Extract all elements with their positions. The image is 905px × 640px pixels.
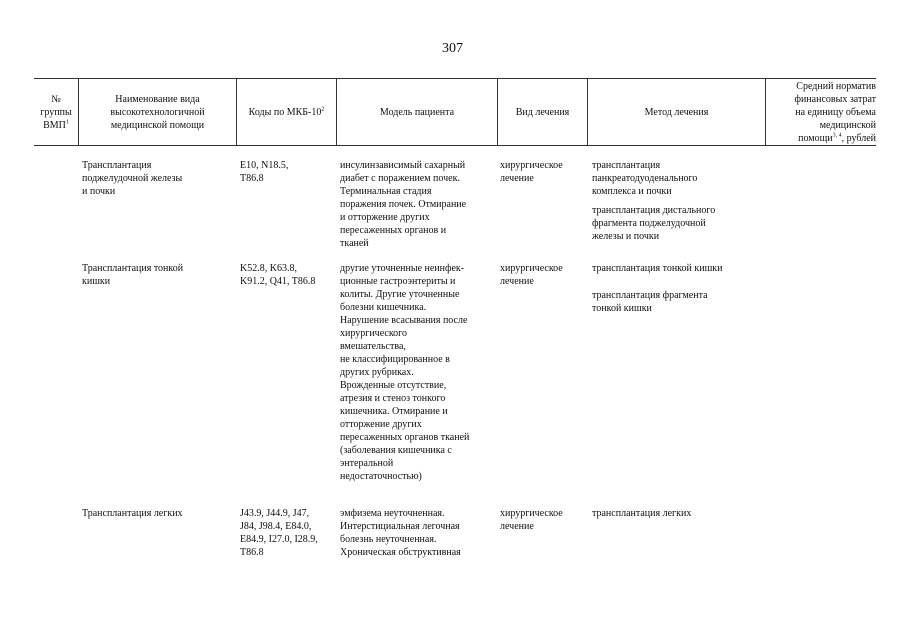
page-number: 307 <box>442 41 463 56</box>
header-treatment-type: Вид лечения <box>515 106 570 118</box>
treatment-method: трансплантация тонкой кишки <box>592 263 723 274</box>
table-header-bottom-border <box>34 145 876 146</box>
row-3-treatment-type: хирургическое лечение <box>500 508 563 532</box>
treatment-method: трансплантация дистального фрагмента поджелудочной железы и почки <box>592 205 716 242</box>
row-3-patient-model: эмфизема неуточненная. Интерстициальная легочная болезнь неуточненная. Хроническая обструктивная <box>340 508 461 558</box>
treatment-method: трансплантация фрагмента тонкой кишки <box>592 290 708 314</box>
row-1-treatment-methods <box>592 159 762 243</box>
header-icd-codes: Коды по МКБ-$10^2$ <box>248 106 325 118</box>
row-1-treatment-type: хирургическое лечение <box>500 160 563 184</box>
header-care-type: Наименование вида высокотехнологичной медицинской помощи <box>110 93 205 131</box>
row-1-patient-model: инсулинзависимый сахарный диабет с поражением почек. Терминальная стадия поражения почек. Отмирание и отторжение других пересаженных органов и тканей <box>340 160 467 249</box>
header-treatment-method: Метод лечения <box>644 106 709 118</box>
row-2-patient-model: другие уточненные неинфек- ционные гастроэнтериты и колиты. Другие уточненные болезни кишечника. Нарушение всасывания после хирургического вмешательства, не классифицированное в других рубриках. Врожденные отсутствие, атрезия и стеноз тонкого кишечника. Отмирание и отторжение других пересаженных органов тканей (заболевания кишечника с энтеральной недостаточностью) <box>340 263 470 482</box>
row-2-icd-codes: K52.8, K63.8, K91.2, Q41, T86.8 <box>240 263 316 287</box>
row-3-treatment-methods <box>592 507 762 520</box>
header-financial-norm: Средний норматив финансовых затрат на единицу объема медицинской помощи$^{3, 4}$, рублей <box>794 80 876 144</box>
row-2-treatment-methods <box>592 262 762 315</box>
row-3-care-type: Трансплантация легких <box>82 508 183 519</box>
header-patient-model: Модель пациента <box>379 106 455 118</box>
row-3-icd-codes: J43.9, J44.9, J47, J84, J98.4, E84.0, E84.9, I27.0, I28.9, T86.8 <box>240 508 318 558</box>
row-1-care-type: Трансплантация поджелудочной железы и почки <box>82 160 183 197</box>
row-2-care-type: Трансплантация тонкой кишки <box>82 263 184 287</box>
treatment-method: трансплантация панкреатодуоденального комплекса и почки <box>592 160 698 197</box>
row-1-icd-codes: E10, N18.5, T86.8 <box>240 160 289 184</box>
header-group-number: № группы ВМП$^1$ <box>40 93 72 131</box>
row-2-treatment-type: хирургическое лечение <box>500 263 563 287</box>
treatment-method: трансплантация легких <box>592 508 692 519</box>
